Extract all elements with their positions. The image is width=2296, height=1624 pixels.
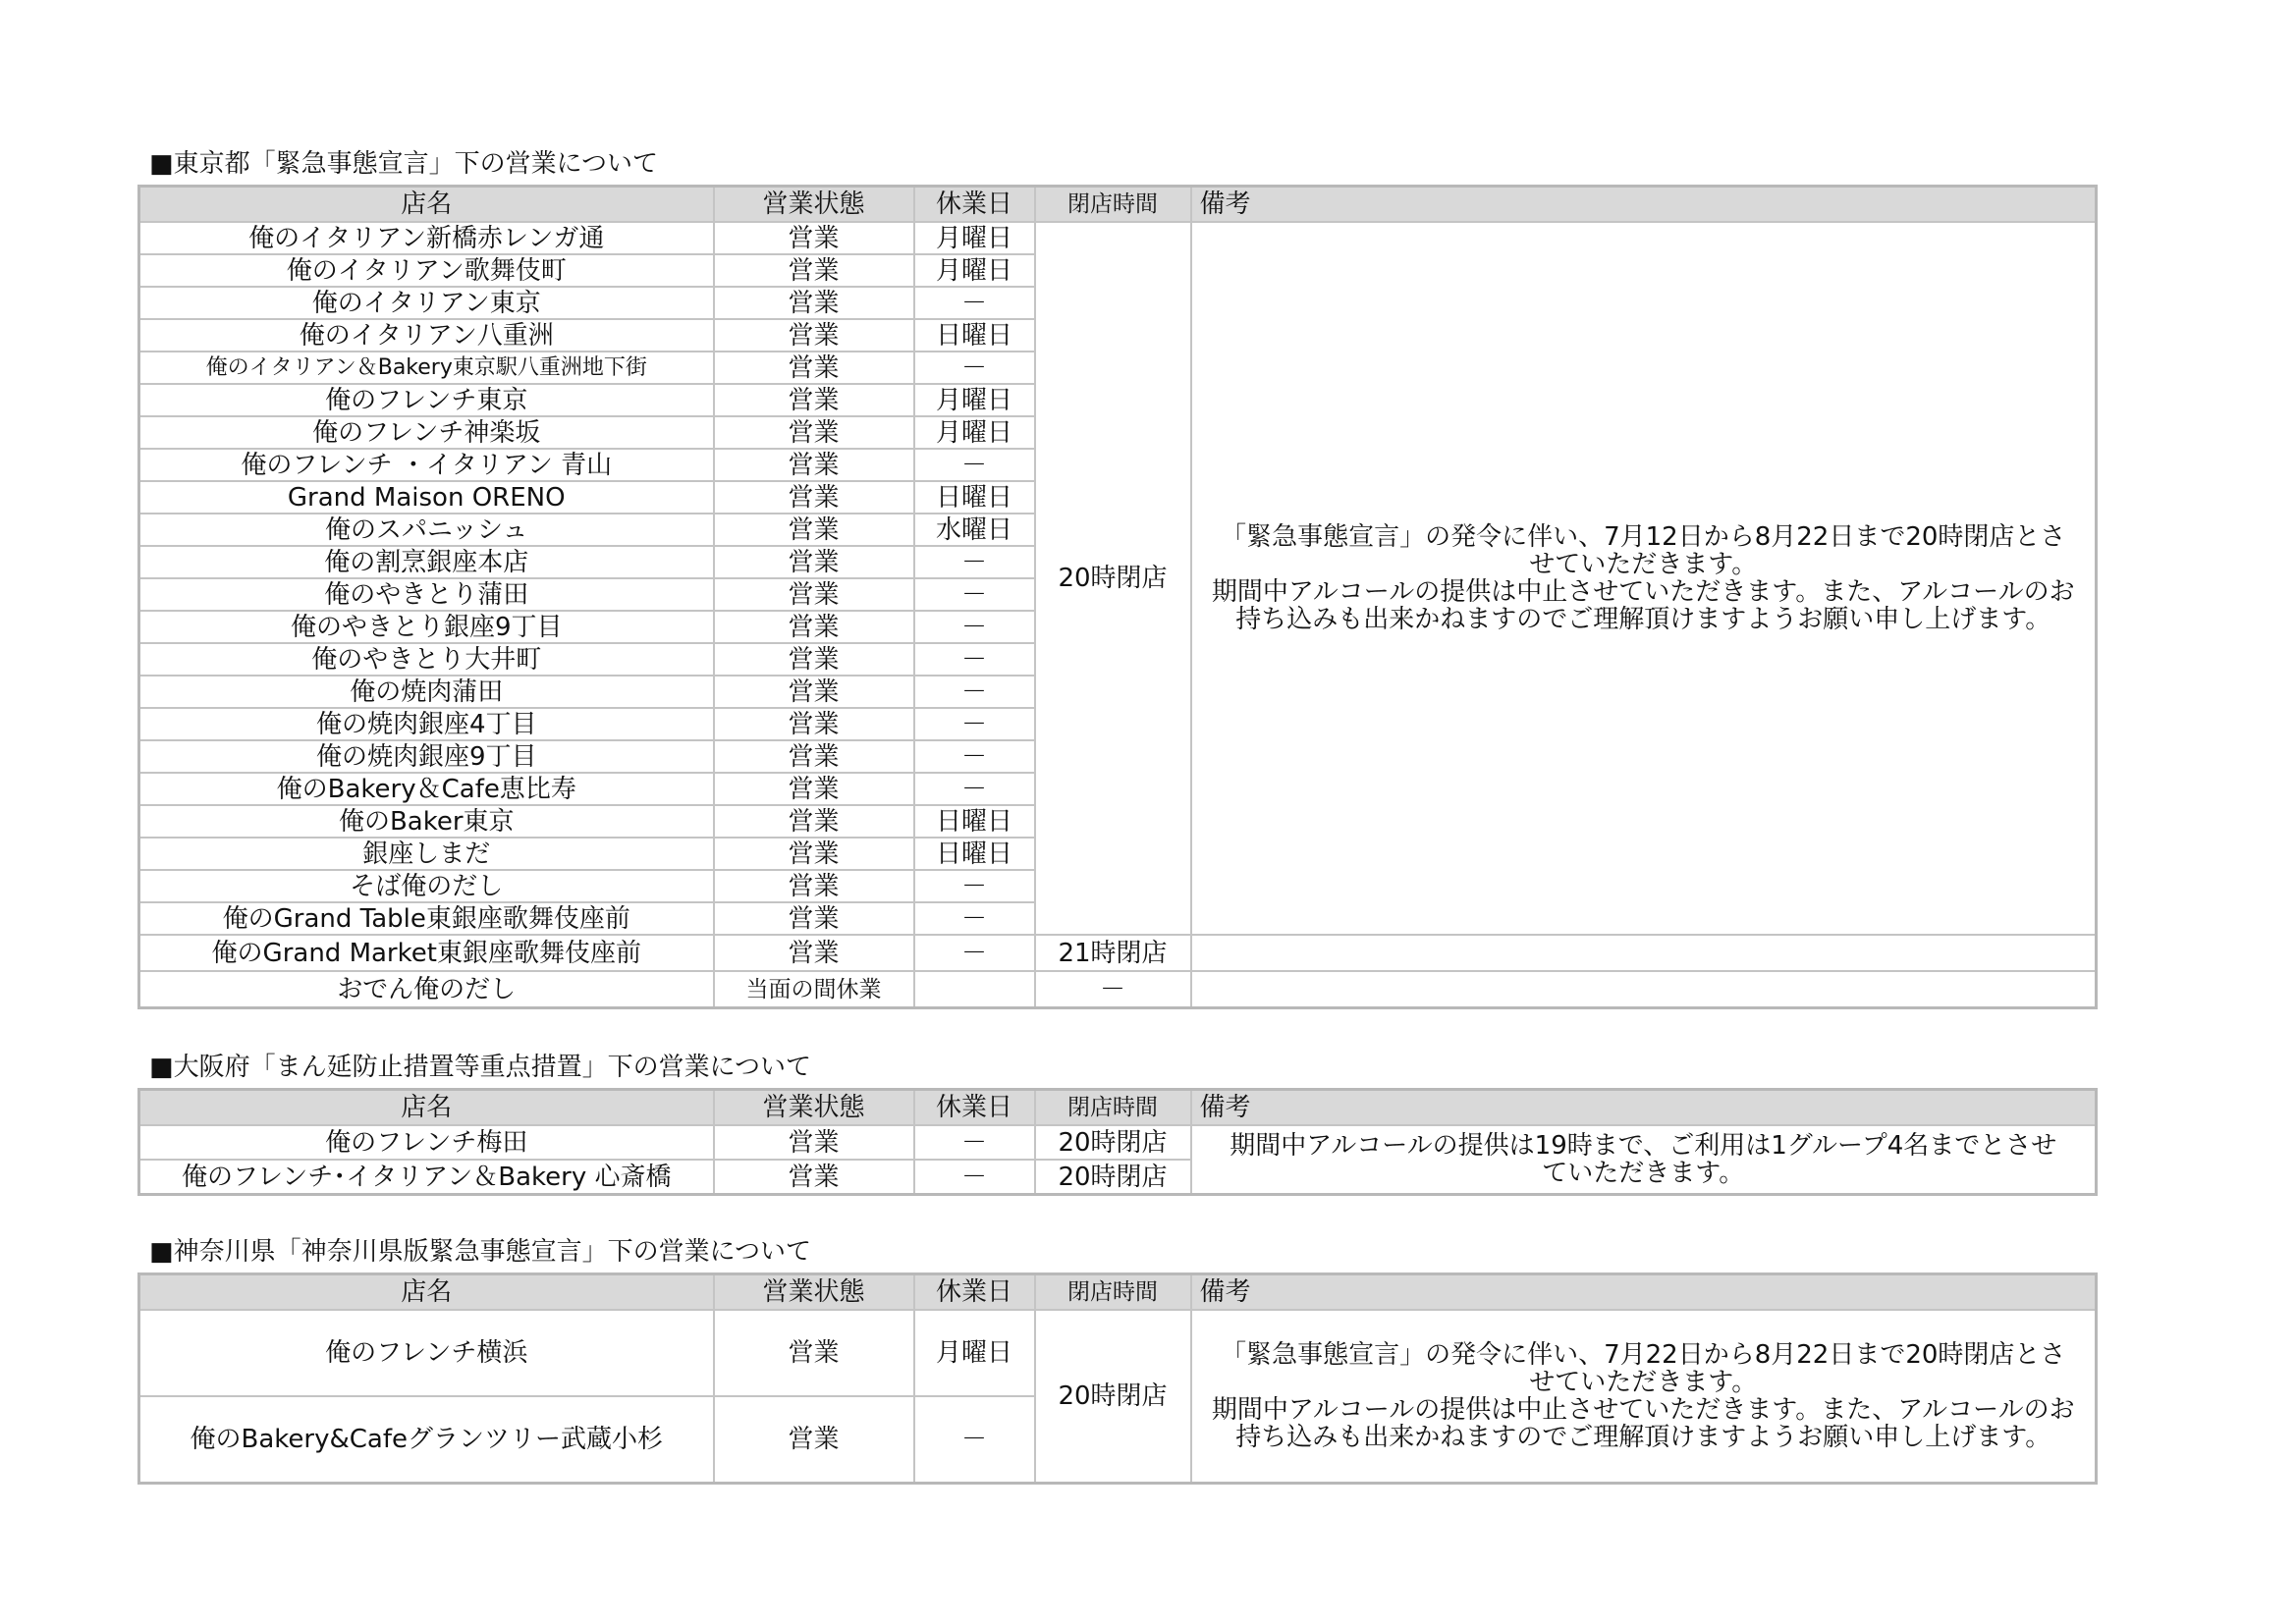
operating-status: 営業 [714,352,914,384]
operating-status: 営業 [714,611,914,643]
tokyo-table [137,185,2098,1009]
store-name: 俺のフレンチ･イタリアン＆Bakery 心斎橋 [139,1160,714,1195]
header-holiday: 休業日 [914,1090,1035,1126]
closed-day: 日曜日 [914,805,1035,838]
store-name: そば俺のだし [139,870,714,902]
operating-status: 営業 [714,676,914,708]
header-remarks: 備考 [1191,1090,2097,1126]
operating-status: 営業 [714,514,914,546]
closed-day: － [914,578,1035,611]
operating-status: 営業 [714,254,914,287]
kanagawa-section-title: ■神奈川県「神奈川県版緊急事態宣言」下の営業について [149,1237,812,1267]
operating-status: 営業 [714,416,914,449]
closed-day: － [914,546,1035,578]
store-name: 俺の焼肉蒲田 [139,676,714,708]
header-holiday: 休業日 [914,1274,1035,1311]
store-name: おでん俺のだし [139,971,714,1008]
operating-status: 当面の間休業 [714,971,914,1008]
closing-time: 20時閉店 [1035,1125,1191,1160]
store-name: 俺のやきとり蒲田 [139,578,714,611]
store-name: 俺のイタリアン歌舞伎町 [139,254,714,287]
remarks-line: 「緊急事態宣言」の発令に伴い、7月12日から8月22日まで20時閉店とさ [1221,522,2066,552]
table-row [139,1310,2097,1396]
remarks-cell [1191,935,2097,971]
closed-day: 月曜日 [914,384,1035,416]
closed-day: － [914,352,1035,384]
table-header-row [139,1090,2097,1126]
table-header-row [139,1274,2097,1311]
closed-day: － [914,1160,1035,1195]
operating-status: 営業 [714,643,914,676]
operating-status: 営業 [714,449,914,481]
closed-day: － [914,902,1035,935]
remarks-cell [1191,1310,2097,1484]
operating-status: 営業 [714,740,914,773]
remarks-cell [1191,1125,2097,1195]
closing-time: － [1035,971,1191,1008]
store-name: 俺のフレンチ ・イタリアン 青山 [139,449,714,481]
closed-day: － [914,611,1035,643]
header-remarks: 備考 [1191,187,2097,223]
store-name: 俺のフレンチ梅田 [139,1125,714,1160]
operating-status: 営業 [714,546,914,578]
header-status: 営業状態 [714,1090,914,1126]
closing-time: 21時閉店 [1035,935,1191,971]
operating-status: 営業 [714,481,914,514]
operating-status: 営業 [714,1125,914,1160]
header-remarks: 備考 [1191,1274,2097,1311]
store-name: 俺のスパニッシュ [139,514,714,546]
remarks-cell [1191,222,2097,935]
remarks-line: ていただきます。 [1542,1159,1745,1188]
header-closing: 閉店時間 [1035,1090,1191,1126]
store-name: 俺のイタリアン八重洲 [139,319,714,352]
closed-day: － [914,708,1035,740]
closed-day: － [914,1396,1035,1484]
store-name: 銀座しまだ [139,838,714,870]
store-name: 俺のBakery&Cafeグランツリー武蔵小杉 [139,1396,714,1484]
store-name: Grand Maison ORENO [139,481,714,514]
table-row [139,1125,2097,1160]
closed-day: 月曜日 [914,254,1035,287]
table-row [139,935,2097,971]
operating-status: 営業 [714,838,914,870]
closed-day: 日曜日 [914,319,1035,352]
remarks-line: 期間中アルコールの提供は中止させていただきます。また、アルコールのお [1211,1395,2075,1425]
store-name: 俺のGrand Market東銀座歌舞伎座前 [139,935,714,971]
closed-day: － [914,676,1035,708]
remarks-line: 持ち込みも出来かねますのでご理解頂けますようお願い申し上げます。 [1235,605,2051,634]
operating-status: 営業 [714,578,914,611]
store-name: 俺のイタリアン東京 [139,287,714,319]
closing-time: 20時閉店 [1035,1160,1191,1195]
table-row [139,971,2097,1008]
store-name: 俺のイタリアン＆Bakery東京駅八重洲地下街 [139,352,714,384]
closed-day: 月曜日 [914,416,1035,449]
osaka-section-title: ■大阪府「まん延防止措置等重点措置」下の営業について [149,1053,812,1082]
closed-day: － [914,740,1035,773]
store-name: 俺の焼肉銀座4丁目 [139,708,714,740]
header-name: 店名 [139,1090,714,1126]
header-name: 店名 [139,1274,714,1311]
store-name: 俺のやきとり銀座9丁目 [139,611,714,643]
remarks-line: 「緊急事態宣言」の発令に伴い、7月22日から8月22日まで20時閉店とさ [1221,1340,2066,1370]
store-name: 俺のやきとり大井町 [139,643,714,676]
closed-day: 水曜日 [914,514,1035,546]
closed-day: － [914,643,1035,676]
store-name: 俺のBaker東京 [139,805,714,838]
tokyo-section-title: ■東京都「緊急事態宣言」下の営業について [149,149,659,179]
closed-day [914,971,1035,1008]
operating-status: 営業 [714,870,914,902]
closed-day: 月曜日 [914,222,1035,254]
remarks-cell [1191,971,2097,1008]
store-name: 俺のBakery＆Cafe恵比寿 [139,773,714,805]
closed-day: － [914,449,1035,481]
remarks-line: 期間中アルコールの提供は中止させていただきます。また、アルコールのお [1211,577,2075,607]
closed-day: － [914,935,1035,971]
operating-status: 営業 [714,773,914,805]
closed-day: 日曜日 [914,481,1035,514]
table-row [139,222,2097,254]
operating-status: 営業 [714,708,914,740]
store-name: 俺の割烹銀座本店 [139,546,714,578]
osaka-table-body [139,1125,2097,1195]
header-closing: 閉店時間 [1035,1274,1191,1311]
kanagawa-table-body [139,1310,2097,1484]
operating-status: 営業 [714,1310,914,1396]
header-closing: 閉店時間 [1035,187,1191,223]
kanagawa-table [137,1272,2098,1485]
closed-day: － [914,773,1035,805]
operating-status: 営業 [714,902,914,935]
store-name: 俺のフレンチ横浜 [139,1310,714,1396]
operating-status: 営業 [714,1160,914,1195]
closed-day: － [914,287,1035,319]
operating-status: 営業 [714,935,914,971]
remarks-line: せていただきます。 [1529,1368,1758,1397]
operating-status: 営業 [714,222,914,254]
closed-day: － [914,1125,1035,1160]
osaka-table [137,1088,2098,1196]
store-name: 俺の焼肉銀座9丁目 [139,740,714,773]
store-name: 俺のイタリアン新橋赤レンガ通 [139,222,714,254]
closing-time: 20時閉店 [1035,1310,1191,1484]
operating-status: 営業 [714,319,914,352]
header-status: 営業状態 [714,187,914,223]
closed-day: － [914,870,1035,902]
table-header-row [139,187,2097,223]
tokyo-table-body [139,222,2097,1008]
store-name: 俺のフレンチ東京 [139,384,714,416]
header-status: 営業状態 [714,1274,914,1311]
operating-status: 営業 [714,1396,914,1484]
operating-status: 営業 [714,287,914,319]
operating-status: 営業 [714,805,914,838]
remarks-line: せていただきます。 [1529,550,1758,579]
closed-day: 月曜日 [914,1310,1035,1396]
store-name: 俺のフレンチ神楽坂 [139,416,714,449]
operating-status: 営業 [714,384,914,416]
remarks-line: 期間中アルコールの提供は19時まで、ご利用は1グループ4名までとさせ [1230,1131,2057,1161]
store-name: 俺のGrand Table東銀座歌舞伎座前 [139,902,714,935]
closed-day: 日曜日 [914,838,1035,870]
closing-time: 20時閉店 [1035,222,1191,935]
header-holiday: 休業日 [914,187,1035,223]
header-name: 店名 [139,187,714,223]
remarks-line: 持ち込みも出来かねますのでご理解頂けますようお願い申し上げます。 [1235,1423,2051,1452]
